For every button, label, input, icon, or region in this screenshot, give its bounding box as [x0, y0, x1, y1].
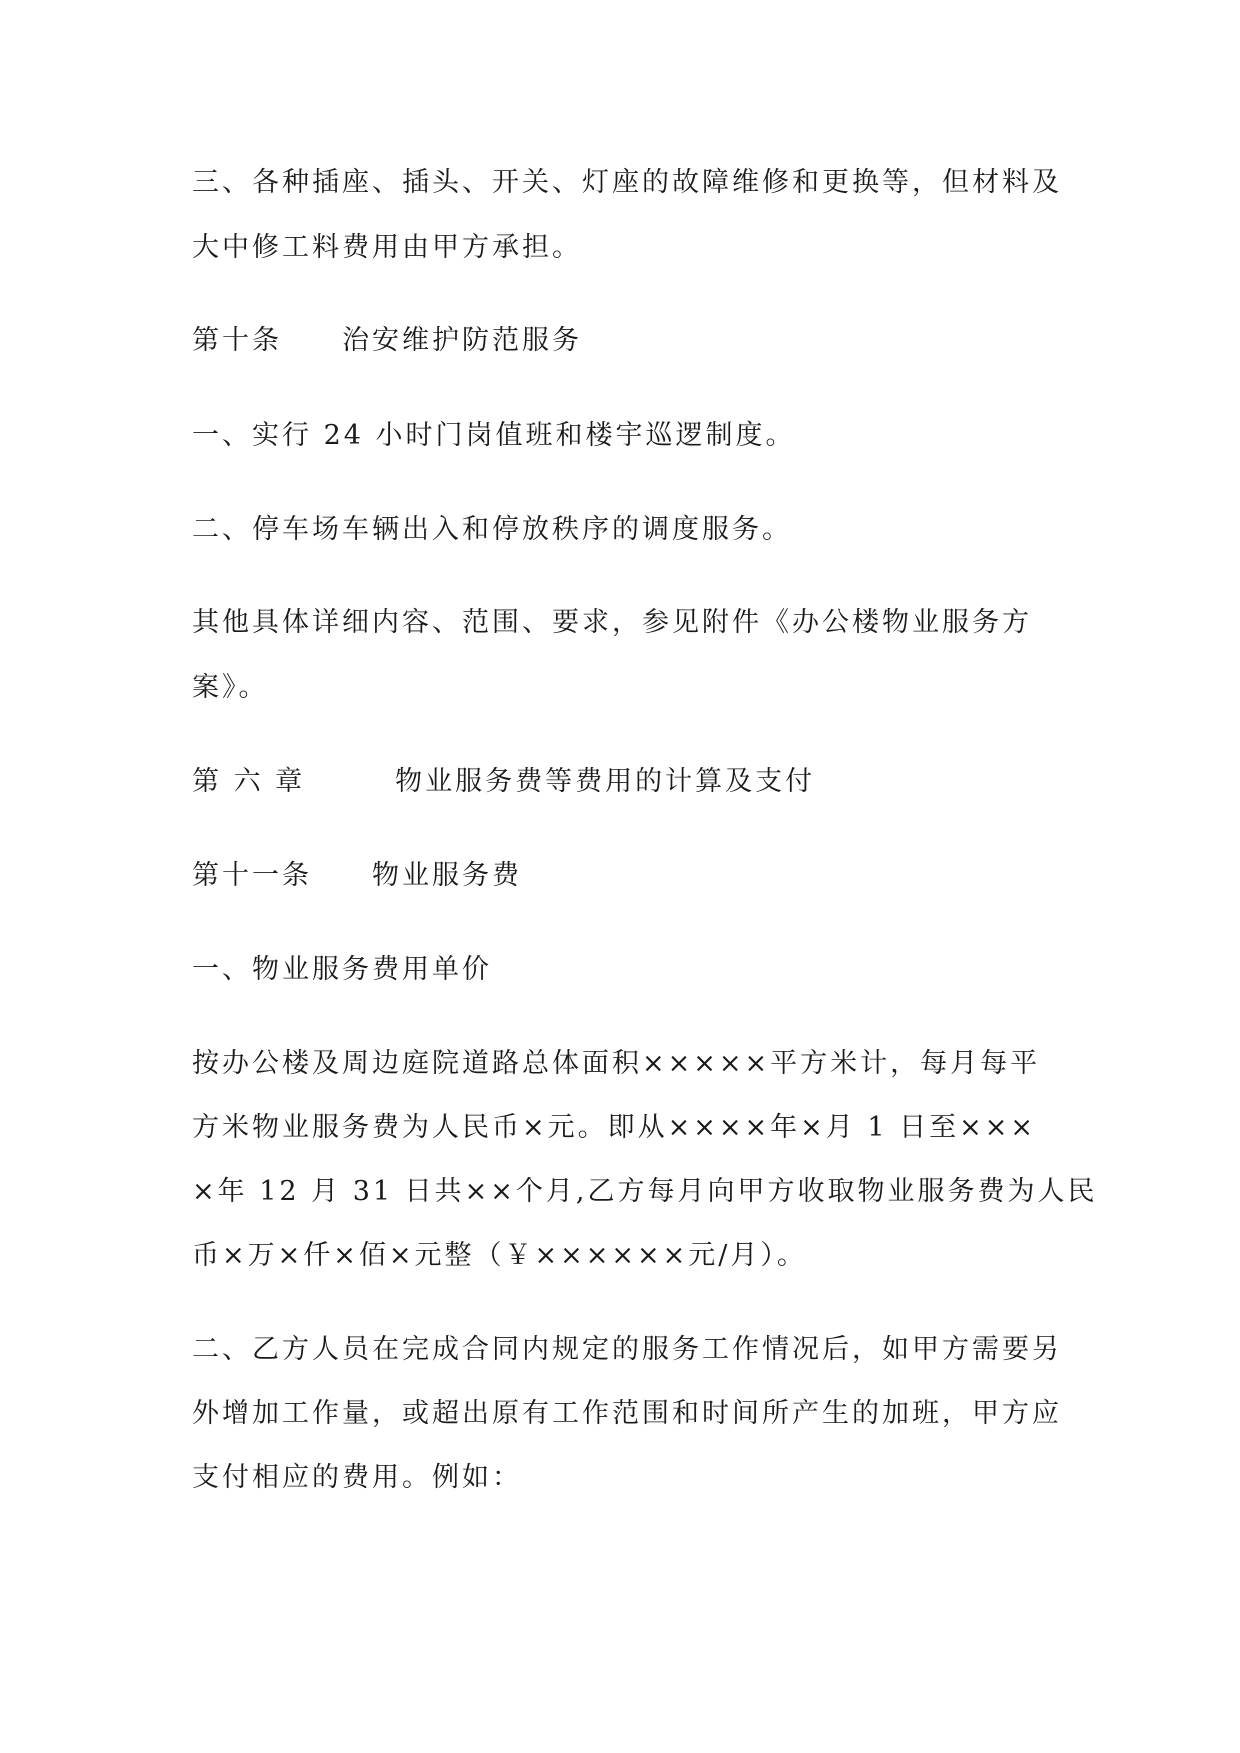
chapter-6-heading: 第 六 章 物业服务费等费用的计算及支付: [192, 766, 816, 797]
text-line-fee-calc-part4: 币×万×仟×佰×元整（￥××××××元/月）。: [192, 1240, 807, 1271]
text-line-extra-work-part1: 二、乙方人员在完成合同内规定的服务工作情况后，如甲方需要另: [192, 1334, 1062, 1365]
text-line-other-details-part2: 案》。: [192, 672, 269, 703]
text-line-other-details-part1: 其他具体详细内容、范围、要求，参见附件《办公楼物业服务方: [192, 607, 1032, 638]
article-10-heading: 第十条 治安维护防范服务: [192, 325, 582, 356]
text-line-clause-3-part2: 大中修工料费用由甲方承担。: [192, 232, 582, 263]
text-line-fee-calc-part1: 按办公楼及周边庭院道路总体面积×××××平方米计，每月每平: [192, 1048, 1041, 1079]
text-line-article-10-item-1: 一、实行 24 小时门岗值班和楼宇巡逻制度。: [192, 420, 796, 451]
text-line-fee-calc-part2: 方米物业服务费为人民币×元。即从××××年×月 1 日至×××: [192, 1112, 1036, 1143]
text-line-fee-calc-part3: ×年 12 月 31 日共××个月,乙方每月向甲方收取物业服务费为人民: [192, 1176, 1098, 1207]
text-line-unit-price-heading: 一、物业服务费用单价: [192, 954, 492, 985]
text-line-clause-3-part1: 三、各种插座、插头、开关、灯座的故障维修和更换等，但材料及: [192, 167, 1062, 198]
text-line-extra-work-part2: 外增加工作量，或超出原有工作范围和时间所产生的加班，甲方应: [192, 1398, 1062, 1429]
text-line-extra-work-part3: 支付相应的费用。例如：: [192, 1462, 522, 1493]
text-line-article-10-item-2: 二、停车场车辆出入和停放秩序的调度服务。: [192, 514, 792, 545]
article-11-heading: 第十一条 物业服务费: [192, 860, 522, 891]
